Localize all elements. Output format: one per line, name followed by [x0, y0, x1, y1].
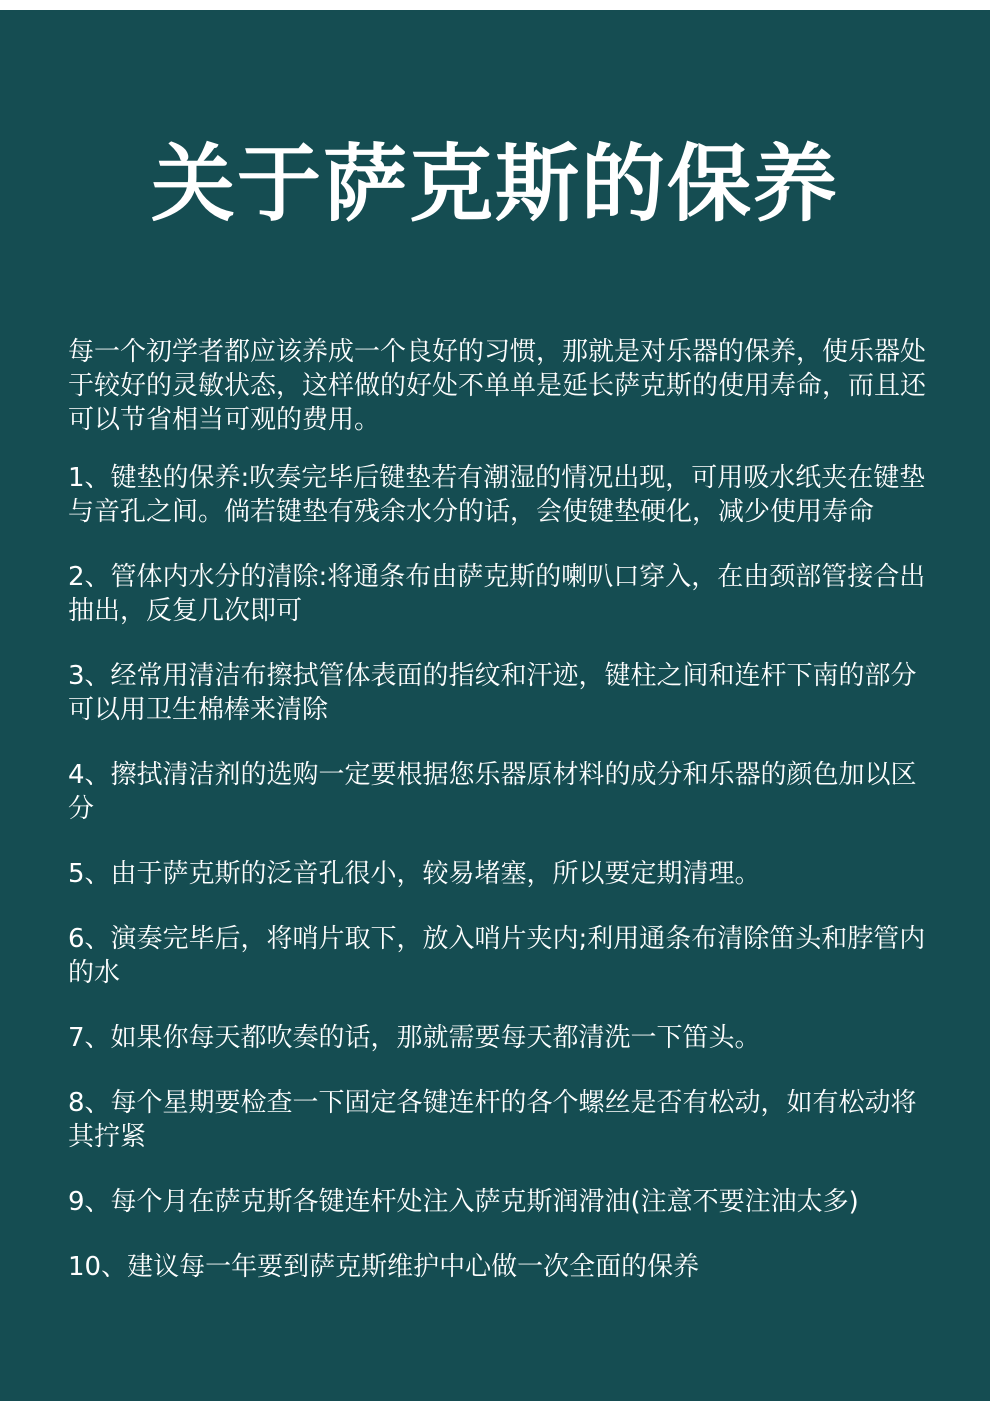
article-body — [68, 335, 928, 1315]
list-item: 3、经常用清洁布擦拭管体表面的指纹和汗迹，键柱之间和连杆下南的部分可以用卫生棉棒来清除 — [68, 661, 917, 725]
list-item: 10、建议每一年要到萨克斯维护中心做一次全面的保养 — [68, 1252, 700, 1282]
list-item: 6、演奏完毕后，将哨片取下，放入哨片夹内;利用通条布清除笛头和脖管内的水 — [68, 924, 926, 988]
list-item: 1、键垫的保养:吹奏完毕后键垫若有潮湿的情况出现，可用吸水纸夹在键垫与音孔之间。倘若键垫有残余水分的话，会使键垫硬化，减少使用寿命 — [68, 463, 926, 527]
list-item: 7、如果你每天都吹奏的话，那就需要每天都清洗一下笛头。 — [68, 1023, 761, 1053]
intro-paragraph: 每一个初学者都应该养成一个良好的习惯，那就是对乐器的保养，使乐器处于较好的灵敏状态，这样做的好处不单单是延长萨克斯的使用寿命，而且还可以节省相当可观的费用。 — [68, 337, 927, 435]
list-item: 4、擦拭清洁剂的选购一定要根据您乐器原材料的成分和乐器的颜色加以区分 — [68, 760, 917, 824]
content-panel — [0, 10, 990, 1401]
list-item: 2、管体内水分的清除:将通条布由萨克斯的喇叭口穿入，在由颈部管接合出抽出，反复几次即可 — [68, 562, 926, 626]
list-item: 8、每个星期要检查一下固定各键连杆的各个螺丝是否有松动，如有松动将其拧紧 — [68, 1088, 917, 1152]
page-title: 关于萨克斯的保养 — [150, 135, 839, 233]
list-item: 9、每个月在萨克斯各键连杆处注入萨克斯润滑油(注意不要注油太多) — [68, 1187, 859, 1217]
list-item: 5、由于萨克斯的泛音孔很小，较易堵塞，所以要定期清理。 — [68, 859, 761, 889]
